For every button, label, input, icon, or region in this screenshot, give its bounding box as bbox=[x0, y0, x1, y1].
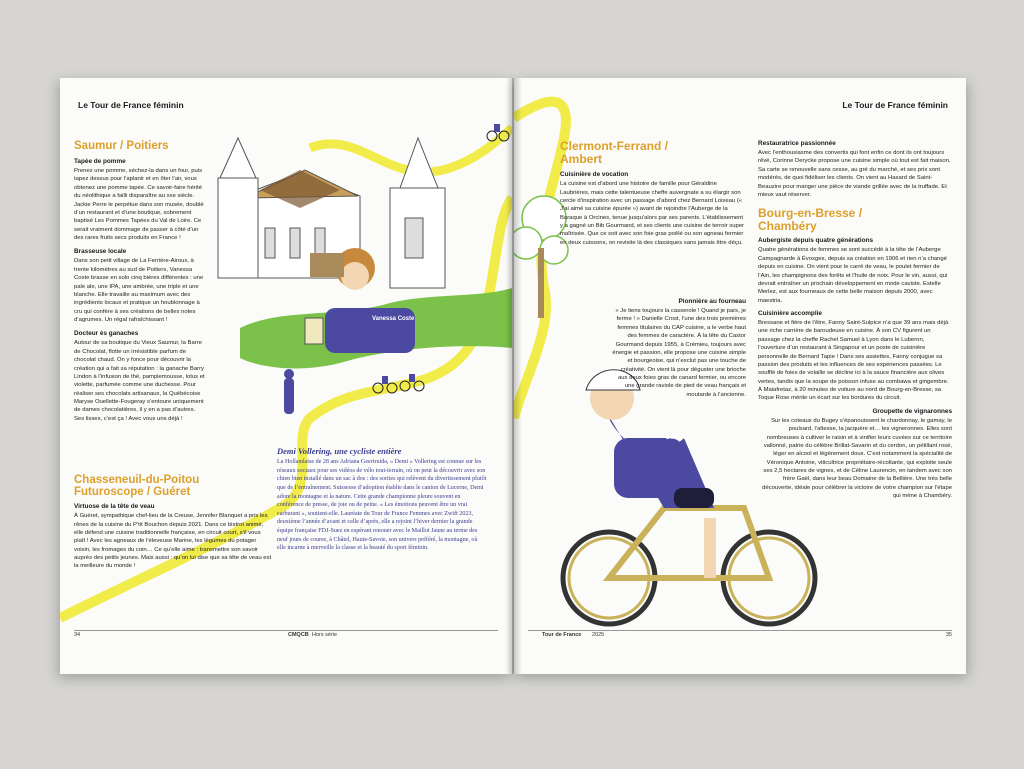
left-page bbox=[60, 78, 512, 674]
section-title: Ambert bbox=[560, 151, 603, 166]
box-text: La Hollandaise de 28 ans Adriana Geertruida, « Demi » Vollering est connue sur les réseaux sociaux pour ses vidéos de vélo tout-terrain, où on peut la découvrir avec son chien bien installé dans un sac à dos : des sorties qui relèvent du divertissement plutôt que de l’entraînement. Suissesse d’adoption établie dans le canton de Lucerne, Demi adore la montagne et la nature. Cette grande championne pleure souvent en conférence de presse, de joie ou de peine. « Les émotions peuvent être un vrai carburant », soutient-elle. Lauréate du Tour de France Femmes avec Zwift 2023, deuxième l’année d’avant et celle d’après, elle a rejoint l’hiver dernier la grande équipe française FDJ-Suez en espérant renouer avec le Maillot Jaune au terme des neuf jours de course, à Châtel, Haute-Savoie, son univers préféré, la montagne, où elle incarne à merveille la classe et la beauté du sport féminin. bbox=[277, 459, 487, 552]
item-subtitle: Brasseuse locale bbox=[74, 248, 127, 256]
item-text: Sur les coteaux du Bugey s’épanouissent le chardonnay, le gamay, le poulsard, l’altesse, la jacquère et… les vigneronnes. Elles sont nombreuses à cultiver le raisin et à vinifier leurs cuvées sur ce territoire vallonné, patrie du célèbre Brillat-Savarin et du cerdon, un pétillant rosé, léger en alcool et légèrement doux. C’est notamment la spécialité de Véronique Antoine, viticultrice propriétaire-récoltante, qui exploite seule ses 2,5 hectares de vignes, et de Céline Laurencin, en tandem avec son frère Gaël, dans leur beau Domaine de la Bellière. Une très belle découverte, idéale pour célébrer la victoire de votre champion sur l’étape qui mène à Chambéry. bbox=[762, 417, 952, 500]
item-text: Bressane et fière de l’être, Fanny Saint-Sulpice n’a que 39 ans mais déjà une riche carrière de baroudeuse en cuisine. À son CV figurent un passage chez la cheffe Rachel Samuel à Lyon dans le Luberon, l’ouverture d’un restaurant à Singapour et un poste de cuisinière personnelle de Bernard Tapie ! Dans ses assiettes, Fanny conjugue sa passion des produits et les influences de ses expériences passées. Le soufflé de foies de volaille se décline ici à la sauce financière aux olives vertes, tandis que la soupe de poisson infuse au combawa et gingembre. À Maiafretaz, à 20 minutes de voiture au nord de Bourg-en-Bresse, sa Toque Rose mérite un écart sur les bordures du circuit. bbox=[758, 320, 949, 402]
vanessa-label: Vanessa Coste bbox=[372, 316, 415, 322]
section-bourg bbox=[758, 140, 952, 501]
section-title: Clermont-Ferrand / bbox=[560, 139, 669, 153]
section-title: Saumur / Poitiers bbox=[74, 140, 169, 152]
footer-magazine: CMQCB bbox=[288, 632, 309, 638]
section-title: Futuroscope / Guéret bbox=[74, 486, 191, 499]
item-subtitle: Cuisinière de vocation bbox=[560, 171, 629, 179]
item-subtitle: Virtuose de la tête de veau bbox=[74, 503, 155, 511]
section-pionniere bbox=[612, 298, 746, 399]
page-number: 34 bbox=[74, 632, 81, 638]
section-title: Chambéry bbox=[758, 218, 817, 233]
right-page bbox=[514, 78, 966, 674]
demi-label: Demi Vollering bbox=[666, 435, 708, 441]
section-saumur bbox=[74, 140, 206, 423]
item-text: « Je tiens toujours la casserole ! Quand je pars, je ferme ! » Danielle Crost, l’une des trois premières femmes titulaires du CAP cuisine, a le verbe haut des femmes de caractère. À la tête du Castor Gourmand depuis 1955, à Crémieu, toujours avec énergie et passion, elle propose une cuisine simple et bourgeoise, qui n’exclut pas une touche de créativité. On vient là pour déguster une brioche aux deux foies gras de canard fermier, ou encore une grande raviole de pied de veau français et moutarde à l’ancienne. bbox=[612, 308, 746, 398]
item-text: Autour de sa boutique du Vieux Saumur, la Barre de Chocolat, flotte un irrésistible parfum de chocolat chaud. On y fonce pour découvrir la création qui a fait sa réputation : la ganache Barry Lindon à l’infusion de thé, pamplemousse, lotus et violette, parfumée comme une duchesse. Pour réaliser ses chocolats artisanaux, la Québécoise Maryse Ouellette-Fougeray s’entoure uniquement de dames chocolatières, il y en a pas d’autres. Ses lisses, c’est ça ! Avec vous uns déjà ! bbox=[74, 340, 205, 422]
item-subtitle: Docteur ès ganaches bbox=[74, 330, 139, 338]
section-title: Bourg-en-Bresse / bbox=[758, 206, 863, 221]
footer-year: 2025 bbox=[592, 632, 605, 638]
item-subtitle: Pionnière au fourneau bbox=[678, 298, 746, 305]
item-text: Dans son petit village de La Ferrière-Airoux, à trente kilomètres au sud de Poitiers, Vanessa Coste brasse en solo cinq bières différentes : une pale ale, une IPA, une ambrée, une triple et une blanche. Elle travaille au maximum avec des ingrédients locaux et pratique un houblonnage à cru qui confère à ses créations de belles notes d’agrumes. Un régal rafraîchissant ! bbox=[74, 258, 204, 324]
section-title: Chasseneuil-du-Poitou bbox=[74, 474, 200, 486]
item-text: La cuisine est d’abord une histoire de famille pour Géraldine Laubrières, mais cette talentueuse cheffe auvergnate a su élargir son cercle d’inspiration avec un passage d’abord chez Bernard Loiseau (« J’ai aimé sa cuisine épurée ») avant de rejoindre l’Auberge de la Baraque à Orcines, tenue jusqu’alors par ses parents. L’établissement y a gagné un Bib Gourmand, et ses clients une cuisine de terroir super maîtrisée. Que ce soit avec son foie gras poêlé ou son agneau fermier en deux cuissons, on revisite là des classiques sans jamais être déçu. bbox=[560, 181, 745, 246]
section-chasseneuil bbox=[74, 474, 272, 571]
footer-issue: Hors série bbox=[312, 632, 338, 638]
footer-rule bbox=[528, 630, 952, 631]
item-subtitle: Restauratrice passionnée bbox=[758, 140, 836, 147]
running-head: Le Tour de France féminin bbox=[842, 100, 948, 110]
item-subtitle: Groupette de vignaronnes bbox=[872, 407, 952, 415]
box-title: Demi Vollering, une cycliste entière bbox=[277, 446, 402, 456]
item-text: Prenez une pomme, séchez-la dans un four, puis tapez dessus pour l’aplanir et en ôter l’air, vous obtenez une pomme tapée. Ce savoir-faire hérité du néolithique a failli disparaître au xxe siècle. Jackie Perre le perpétue dans son musée, doublé d’un restaurant et d’une boutique, sobrement baptisé Les Pommes Tapées du Val de Loire. Ce serait vraiment dommage de passer à côté d’un des rares fruits secs produits en France ! bbox=[74, 168, 204, 242]
item-subtitle: Tapée de pomme bbox=[74, 158, 126, 166]
footer-rule bbox=[74, 630, 498, 631]
book-gutter bbox=[506, 78, 522, 674]
running-head: Le Tour de France féminin bbox=[78, 100, 184, 110]
vollering-box bbox=[277, 446, 487, 553]
footer-brand: Tour de France bbox=[542, 632, 582, 638]
page-number: 35 bbox=[945, 632, 952, 638]
item-text: À Guéret, sympathique chef-lieu de la Creuse, Jennifer Blanquet a pris les rênes de la cuisine du P’tit Bouchon depuis 2021. Dans ce bistrot animé, elle défend une cuisine traditionnelle française, en circuit court, s’il vous plaît ! Avec les agneaux de l’éleveuse Marine, les légumes du potager voisin, les fromages du coin… Ce qu’elle aime : transmettre son savoir auprès des petits jeunes. Mais aussi : qu’on lui dise que sa tête de veau est la meilleure du monde ! bbox=[74, 513, 272, 570]
item-subtitle: Cuisinière accomplie bbox=[758, 310, 822, 318]
item-subtitle: Aubergiste depuis quatre générations bbox=[758, 237, 874, 245]
item-text: Quatre générations de femmes se sont succédé à la tête de l’Auberge Campagnarde à Évosges, depuis sa création en 1906 et rien n’a changé depuis en cuisine. On vient pour le carré de veau, le poulet fermier de l’Ain, les champignons des forêts et l’huile de noix. Pour le vin, aussi, qui devrait entraîner un prochain développement en mode caviste. Estelle Merlez, est aux fourneaux de cette belle maison depuis 2000, avec maestria. bbox=[758, 247, 948, 304]
section-clermont bbox=[560, 140, 746, 253]
item-text: Avec l’enthousiasme des convertis qui font enfin ce dont ils ont toujours rêvé, Corinne Derycke propose une cuisine simple où tout est fait maison. Sa carte se renouvelle sans cesse, au gré du marché, et ses prix sont modérés, de quoi fidéliser les clients. On vient au Hasard de Saint-Beauzire pour manger une pièce de viande grillée avec de la truffade. Et mieux vaut réserver. bbox=[758, 150, 951, 198]
